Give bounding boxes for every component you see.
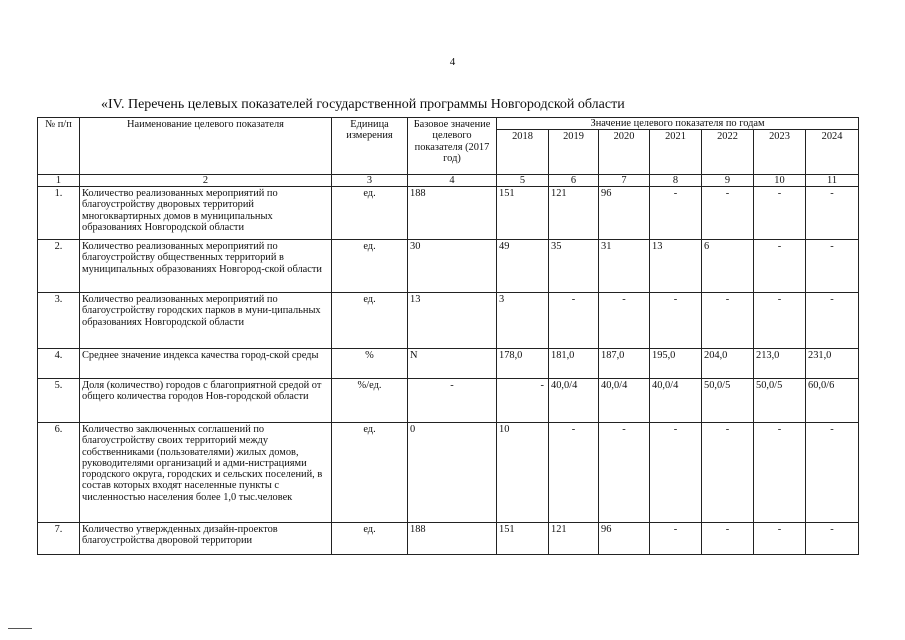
year-value-cell: -: [650, 423, 702, 523]
year-value-cell: -: [754, 523, 806, 555]
column-number: 2: [80, 175, 332, 187]
header-year: 2020: [599, 130, 650, 175]
year-value-cell: -: [702, 523, 754, 555]
year-value-cell: -: [650, 187, 702, 240]
column-number: 3: [332, 175, 408, 187]
year-value-cell: 3: [497, 293, 549, 349]
year-value-cell: 151: [497, 523, 549, 555]
header-year: 2024: [806, 130, 859, 175]
year-value-cell: 213,0: [754, 349, 806, 379]
year-value-cell: -: [806, 187, 859, 240]
year-value-cell: 231,0: [806, 349, 859, 379]
unit-cell: ед.: [332, 293, 408, 349]
table-body: [38, 187, 859, 555]
year-value-cell: -: [754, 187, 806, 240]
column-number: 10: [754, 175, 806, 187]
table-row: [38, 349, 859, 379]
unit-cell: %/ед.: [332, 379, 408, 423]
year-value-cell: -: [754, 240, 806, 293]
year-value-cell: 204,0: [702, 349, 754, 379]
year-value-cell: 50,0/5: [702, 379, 754, 423]
header-row-top: [38, 118, 859, 130]
year-value-cell: 96: [599, 523, 650, 555]
header-year: 2019: [549, 130, 599, 175]
indicator-name: Среднее значение индекса качества город-ской среды: [80, 349, 332, 379]
year-value-cell: 35: [549, 240, 599, 293]
year-value-cell: 187,0: [599, 349, 650, 379]
year-value-cell: 31: [599, 240, 650, 293]
year-value-cell: 6: [702, 240, 754, 293]
year-value-cell: -: [599, 423, 650, 523]
unit-cell: %: [332, 349, 408, 379]
column-number: 6: [549, 175, 599, 187]
year-value-cell: -: [806, 423, 859, 523]
year-value-cell: -: [702, 187, 754, 240]
year-value-cell: -: [650, 523, 702, 555]
indicator-name: Количество заключенных соглашений по благоустройству своих территорий между собственниками (пользователями) жилых домов, руководителями организаций и адми-нистрациями городского округа, городских и сельских поселений, в состав которых входят населенные пункты с численностью населения более 1,0 тыс.человек: [80, 423, 332, 523]
year-value-cell: -: [806, 523, 859, 555]
footer-rule: [8, 628, 32, 629]
unit-cell: ед.: [332, 187, 408, 240]
header-year: 2022: [702, 130, 754, 175]
table-row: [38, 379, 859, 423]
table-row: [38, 423, 859, 523]
column-number: 4: [408, 175, 497, 187]
year-value-cell: 13: [650, 240, 702, 293]
table-row: [38, 187, 859, 240]
header-year: 2023: [754, 130, 806, 175]
table-row: [38, 240, 859, 293]
header-year: 2018: [497, 130, 549, 175]
indicators-table: [37, 117, 859, 555]
base-value-cell: 188: [408, 523, 497, 555]
year-value-cell: 181,0: [549, 349, 599, 379]
year-value-cell: -: [702, 423, 754, 523]
year-value-cell: -: [650, 293, 702, 349]
header-name: Наименование целевого показателя: [80, 118, 332, 175]
column-number: 9: [702, 175, 754, 187]
year-value-cell: 195,0: [650, 349, 702, 379]
column-number: 1: [38, 175, 80, 187]
year-value-cell: 40,0/4: [549, 379, 599, 423]
row-number: 5.: [38, 379, 80, 423]
year-value-cell: 49: [497, 240, 549, 293]
year-value-cell: -: [599, 293, 650, 349]
indicator-name: Количество реализованных мероприятий по благоустройству городских парков в муни-ципальных образованиях Новгородской области: [80, 293, 332, 349]
row-number: 7.: [38, 523, 80, 555]
year-value-cell: 50,0/5: [754, 379, 806, 423]
year-value-cell: -: [549, 423, 599, 523]
base-value-cell: N: [408, 349, 497, 379]
base-value-cell: 30: [408, 240, 497, 293]
unit-cell: ед.: [332, 240, 408, 293]
year-value-cell: 121: [549, 523, 599, 555]
year-value-cell: -: [549, 293, 599, 349]
year-value-cell: 10: [497, 423, 549, 523]
year-value-cell: 151: [497, 187, 549, 240]
base-value-cell: 13: [408, 293, 497, 349]
page-number: 4: [449, 56, 456, 68]
indicator-name: Количество утвержденных дизайн-проектов благоустройства дворовой территории: [80, 523, 332, 555]
row-number: 6.: [38, 423, 80, 523]
header-year: 2021: [650, 130, 702, 175]
indicator-name: Доля (количество) городов с благоприятной средой от общего количества городов Нов-городской области: [80, 379, 332, 423]
row-number: 4.: [38, 349, 80, 379]
year-value-cell: 96: [599, 187, 650, 240]
year-value-cell: -: [806, 293, 859, 349]
column-number: 5: [497, 175, 549, 187]
year-value-cell: -: [702, 293, 754, 349]
table-row: [38, 523, 859, 555]
unit-cell: ед.: [332, 523, 408, 555]
row-number: 2.: [38, 240, 80, 293]
column-number-row: [38, 175, 859, 187]
table-row: [38, 293, 859, 349]
header-base: Базовое значение целевого показателя (2017 год): [408, 118, 497, 175]
indicator-name: Количество реализованных мероприятий по благоустройству дворовых территорий многоквартирных домов в муниципальных образованиях Новгородской области: [80, 187, 332, 240]
year-value-cell: -: [754, 293, 806, 349]
section-heading: «IV. Перечень целевых показателей государственной программы Новгородской области: [101, 97, 625, 112]
row-number: 3.: [38, 293, 80, 349]
year-value-cell: 121: [549, 187, 599, 240]
row-number: 1.: [38, 187, 80, 240]
year-value-cell: -: [754, 423, 806, 523]
header-years-group: Значение целевого показателя по годам: [497, 118, 859, 130]
column-number: 7: [599, 175, 650, 187]
header-no: № п/п: [38, 118, 80, 175]
base-value-cell: 0: [408, 423, 497, 523]
column-number: 8: [650, 175, 702, 187]
column-number: 11: [806, 175, 859, 187]
unit-cell: ед.: [332, 423, 408, 523]
year-value-cell: 60,0/6: [806, 379, 859, 423]
year-value-cell: 40,0/4: [599, 379, 650, 423]
year-value-cell: 178,0: [497, 349, 549, 379]
indicator-name: Количество реализованных мероприятий по благоустройству общественных территорий в муниципальных образованиях Новгород-ской области: [80, 240, 332, 293]
base-value-cell: -: [408, 379, 497, 423]
header-unit: Единица измерения: [332, 118, 408, 175]
year-value-cell: -: [497, 379, 549, 423]
year-value-cell: -: [806, 240, 859, 293]
base-value-cell: 188: [408, 187, 497, 240]
year-value-cell: 40,0/4: [650, 379, 702, 423]
